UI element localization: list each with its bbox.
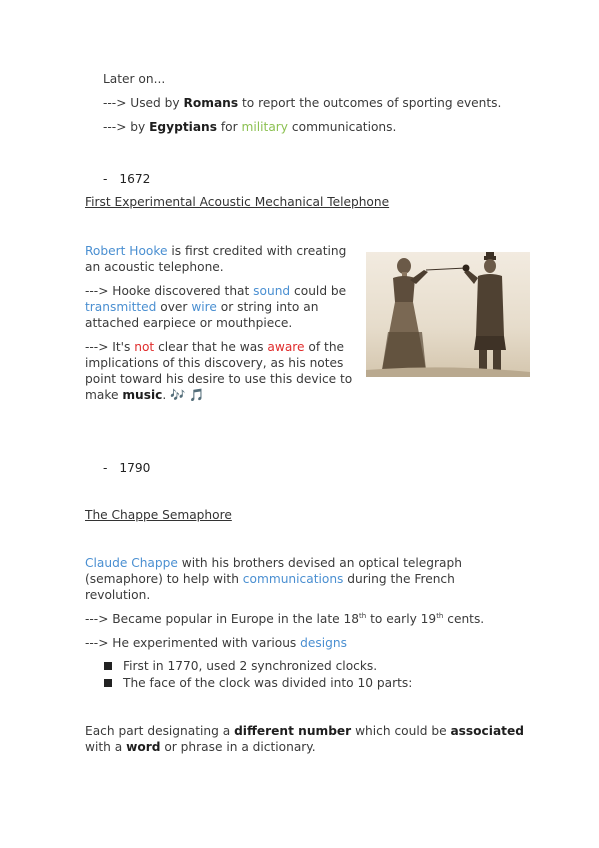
hooke-para-1 xyxy=(85,243,346,275)
final-a: Each part designating a xyxy=(85,724,235,738)
year-1790-item xyxy=(103,461,150,475)
egyptians-line xyxy=(103,120,396,134)
chappe-p-a: with his brothers devised an optical telegraph xyxy=(177,556,462,570)
bullet-item-2 xyxy=(104,676,412,690)
hooke-p3-c: of the xyxy=(304,340,345,354)
chappe-p-c: during the French xyxy=(343,572,455,586)
final-b: which could be xyxy=(351,724,451,738)
music-term: music xyxy=(122,388,163,402)
dash-1790: - xyxy=(103,461,108,475)
associated-term: associated xyxy=(450,724,525,738)
aware-term: aware xyxy=(267,340,305,354)
romans-line xyxy=(103,96,501,110)
transmitted-term: transmitted xyxy=(85,300,157,314)
hooke-para-3 xyxy=(85,339,352,403)
bullet-text-2: The face of the clock was divided into 10 parts: xyxy=(123,676,413,690)
egyptians-line-b: for xyxy=(217,120,242,134)
music-notes-icon: 🎶 🎵 xyxy=(170,388,205,402)
romans-term: Romans xyxy=(183,96,239,110)
year-1672-item xyxy=(103,172,150,186)
popular-a: ---> Became popular in Europe in the late 18 xyxy=(85,612,360,627)
not-term: not xyxy=(134,340,155,354)
egyptians-line-c: communications. xyxy=(288,120,397,134)
egyptians-line-a: ---> by xyxy=(103,120,150,134)
hooke-p2-b: could be xyxy=(290,284,347,298)
hooke-p2-c: over xyxy=(156,300,192,314)
hooke-p2-d: or string into an xyxy=(216,300,319,314)
hooke-p2-e: attached earpiece or mouthpiece. xyxy=(85,316,293,330)
square-bullet-icon xyxy=(104,679,112,687)
word-term: word xyxy=(126,740,161,754)
communications-term: communications xyxy=(242,572,344,586)
final-d: or phrase in a dictionary. xyxy=(160,740,316,754)
romans-line-a: ---> Used by xyxy=(103,96,184,110)
sound-term: sound xyxy=(253,284,291,298)
different-number-term: different number xyxy=(234,724,352,738)
hooke-p1-a: is first credited with creating xyxy=(167,244,347,258)
heading-telephone: First Experimental Acoustic Mechanical Telephone xyxy=(85,195,390,209)
hooke-p3-d: implications of this discovery, as his notes xyxy=(85,356,344,370)
popular-b: to early 19 xyxy=(366,612,437,627)
popular-line xyxy=(85,612,484,626)
later-on-line: Later on... xyxy=(103,72,166,86)
bullet-item-1 xyxy=(104,659,377,673)
chappe-p-d: revolution. xyxy=(85,588,151,602)
year-1672: 1672 xyxy=(119,172,151,186)
dash-1672: - xyxy=(103,172,108,186)
final-c: with a xyxy=(85,740,127,754)
wire-term: wire xyxy=(191,300,217,314)
chappe-para xyxy=(85,555,462,603)
hooke-p3-g: . xyxy=(162,388,167,402)
chappe-p-b: (semaphore) to help with xyxy=(85,572,243,586)
heading-semaphore: The Chappe Semaphore xyxy=(85,508,232,522)
experimented-a: ---> He experimented with various xyxy=(85,636,301,650)
bullet-text-1: First in 1770, used 2 synchronized clocks. xyxy=(123,659,378,673)
designs-term: designs xyxy=(300,636,347,650)
sup-th-2: th xyxy=(436,612,444,620)
hooke-p3-a: ---> It's xyxy=(85,340,135,354)
hooke-p3-f: make xyxy=(85,388,123,402)
hooke-p3-e: point toward his desire to use this device to xyxy=(85,372,353,386)
hooke-p3-b: clear that he was xyxy=(154,340,268,354)
sup-th-1: th xyxy=(359,612,367,620)
year-1790: 1790 xyxy=(119,461,151,475)
experimented-line xyxy=(85,636,347,650)
acoustic-telephone-engraving xyxy=(366,252,530,377)
military-term: military xyxy=(241,120,289,134)
hooke-p1-b: an acoustic telephone. xyxy=(85,260,224,274)
claude-chappe-link: Claude Chappe xyxy=(85,556,178,570)
romans-line-b: to report the outcomes of sporting events. xyxy=(238,96,502,110)
egyptians-term: Egyptians xyxy=(149,120,217,134)
square-bullet-icon xyxy=(104,662,112,670)
hooke-para-2 xyxy=(85,283,346,331)
engraving-art xyxy=(366,252,530,377)
robert-hooke-link: Robert Hooke xyxy=(85,244,168,258)
popular-c: cents. xyxy=(443,612,485,627)
hooke-p2-a: ---> Hooke discovered that xyxy=(85,284,254,298)
final-para xyxy=(85,723,524,755)
